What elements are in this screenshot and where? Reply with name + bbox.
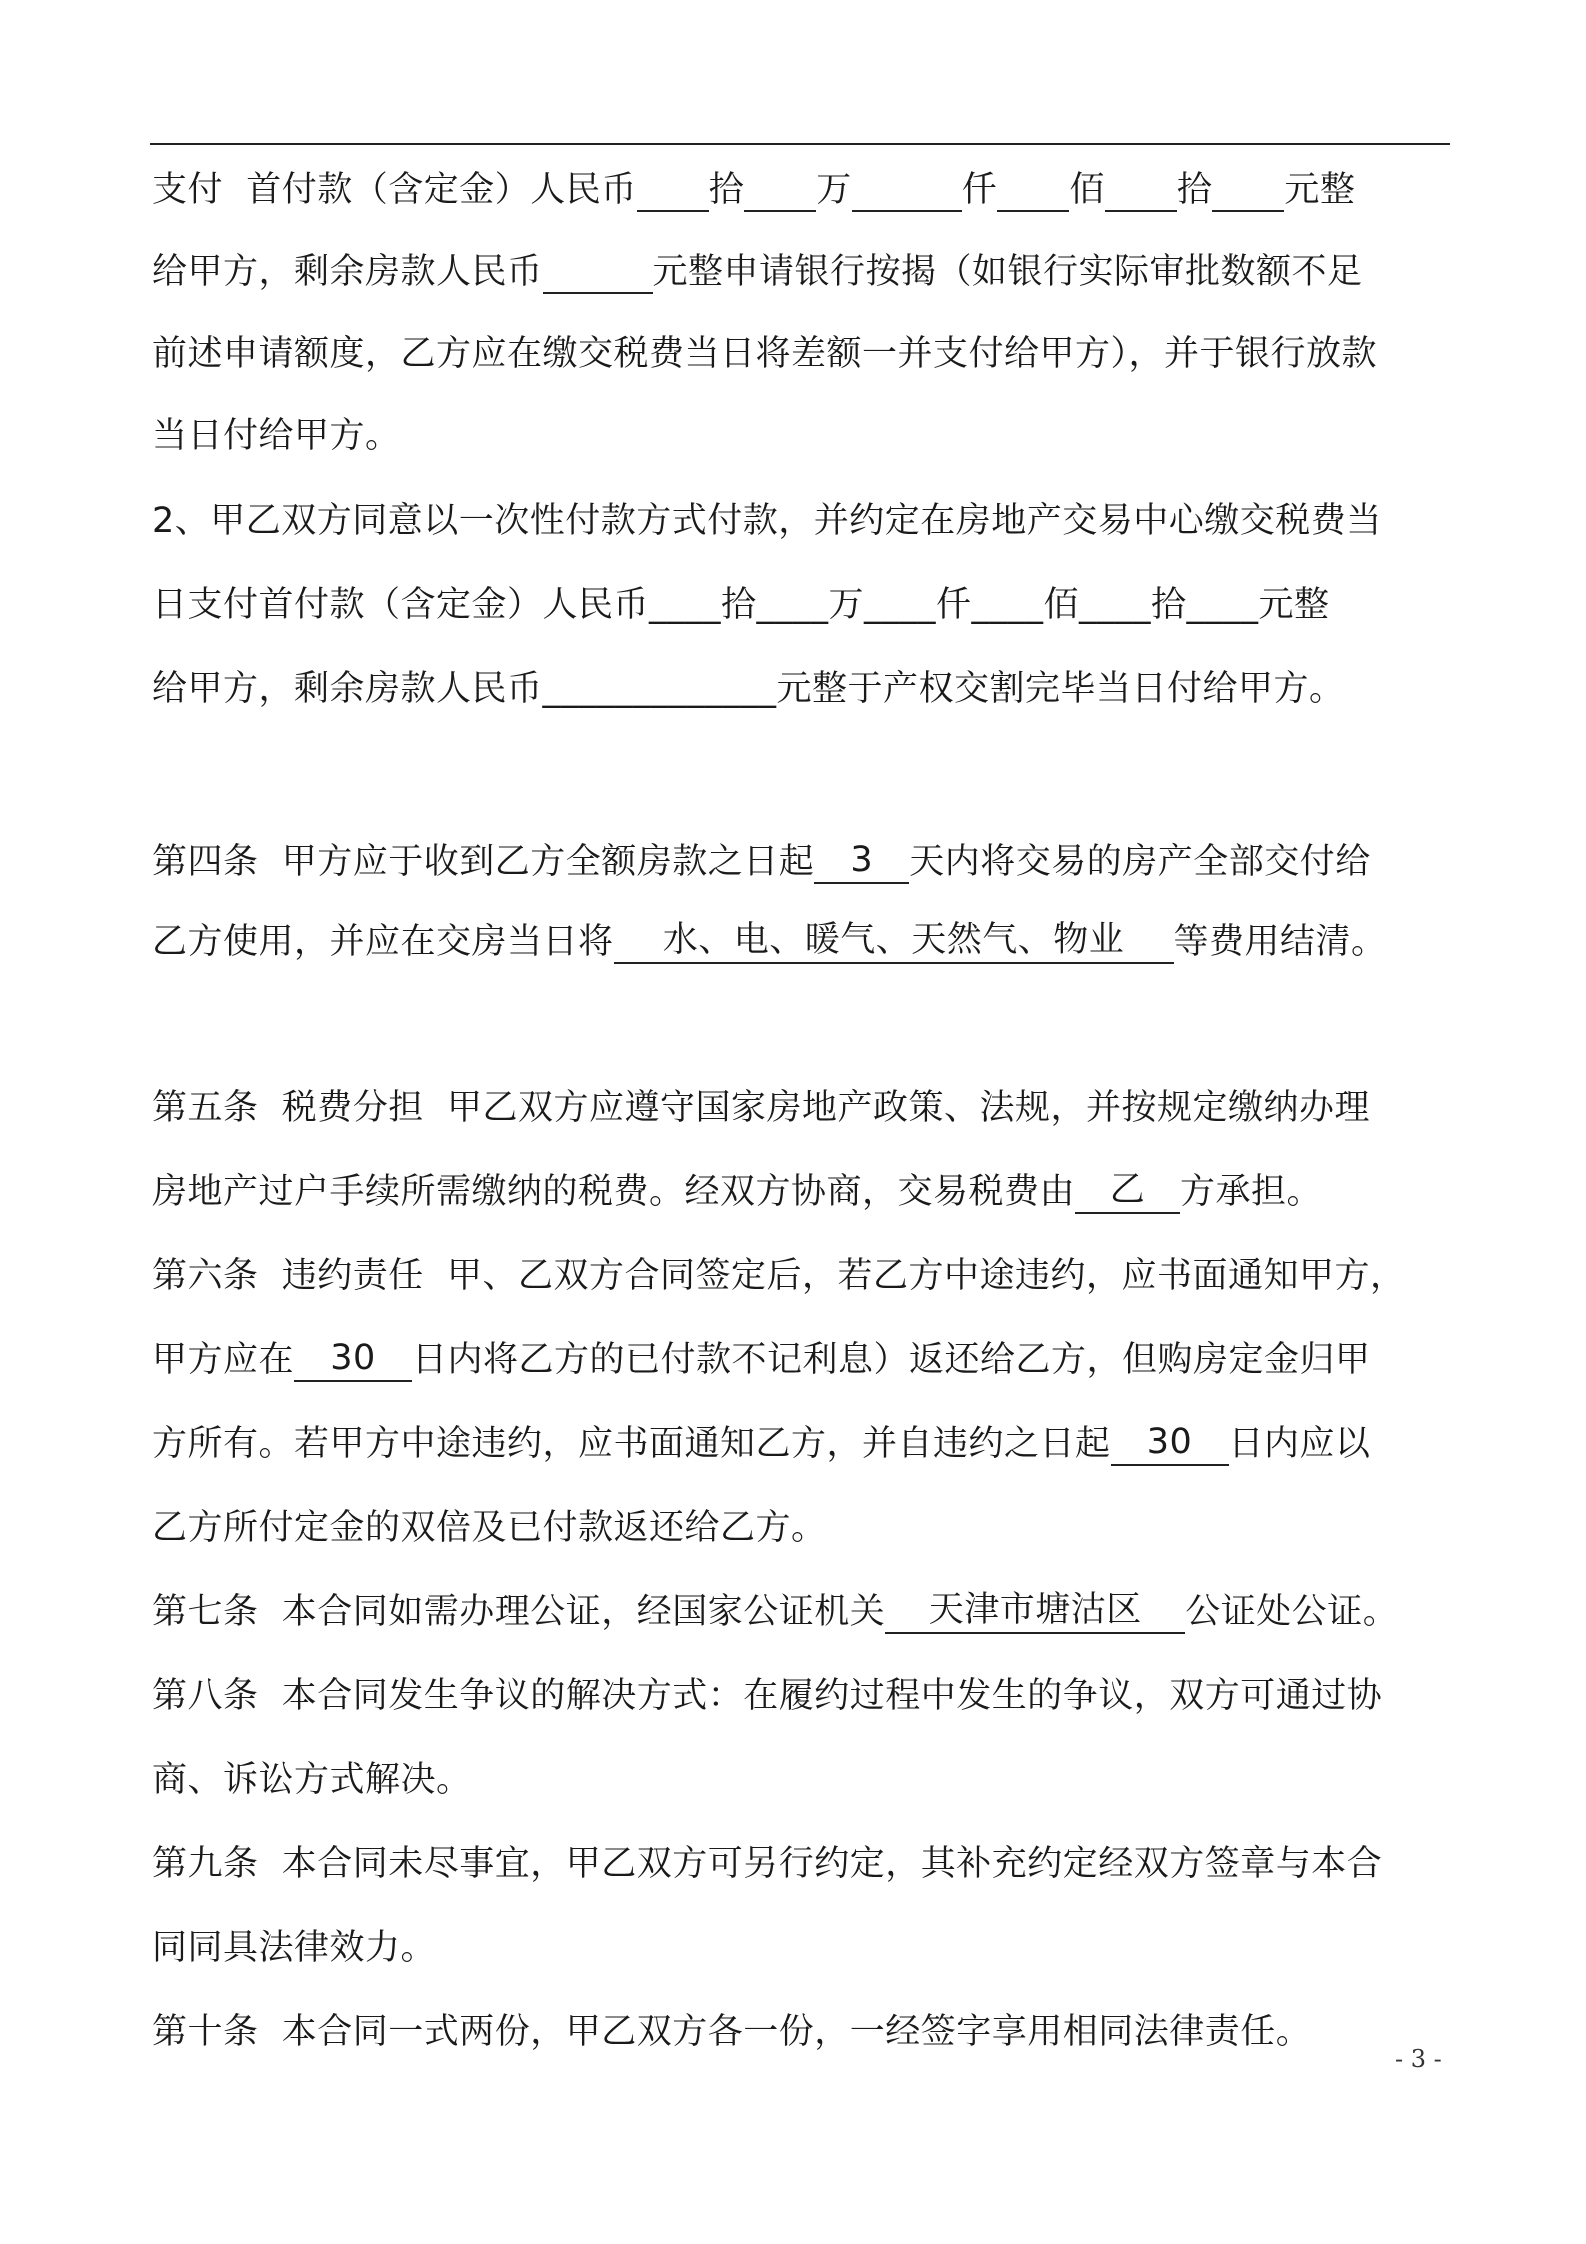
filled-blank-notary-location: 天津市塘沽区	[885, 1588, 1185, 1634]
line-text: 日内应以	[1228, 1424, 1371, 1464]
filled-blank-days: 30	[1111, 1420, 1229, 1466]
line-text: 给甲方，剩余房款人民币	[152, 252, 543, 292]
article-5-line-2	[152, 1168, 1452, 1216]
line-text: 乙方使用，并应在交房当日将	[152, 922, 614, 962]
line-text: 同同具法律效力。	[152, 1928, 437, 1968]
text-line-4	[152, 412, 1452, 460]
line-text: 房地产过户手续所需缴纳的税费。经双方协商，交易税费由	[152, 1172, 1076, 1212]
article-10-line	[152, 2008, 1452, 2056]
line-text: 日内将乙方的已付款不记利息）返还给乙方，但购房定金归甲	[412, 1340, 1371, 1380]
line-text: 前述申请额度，乙方应在缴交税费当日将差额一并支付给甲方），并于银行放款	[152, 334, 1378, 374]
article-5-line-1	[152, 1084, 1452, 1132]
filled-blank-days: 3	[814, 838, 909, 884]
line-text: 第七条 本合同如需办理公证，经国家公证机关	[152, 1592, 886, 1632]
filled-blank-party: 乙	[1075, 1168, 1180, 1214]
blank-field	[1105, 166, 1177, 212]
line-text: 当日付给甲方。	[152, 416, 401, 456]
blank-field	[997, 166, 1069, 212]
text-line-3	[152, 330, 1452, 378]
article-6-line-3	[152, 1420, 1452, 1468]
line-text: 等费用结清。	[1173, 922, 1387, 962]
article-6-line-4	[152, 1504, 1452, 1552]
article-4-line-1	[152, 838, 1452, 886]
line-text: 天内将交易的房产全部交付给	[909, 842, 1371, 882]
article-6-line-2	[152, 1336, 1452, 1384]
line-text: 第八条 本合同发生争议的解决方式：在履约过程中发生的争议，双方可通过协	[152, 1676, 1383, 1716]
line-text: 公证处公证。	[1185, 1592, 1399, 1632]
line-text: 甲方应在	[152, 1340, 295, 1380]
line-text: 第十条 本合同一式两份，甲乙双方各一份，一经签字享用相同法律责任。	[152, 2012, 1312, 2052]
unit-yuan: 元整	[1284, 170, 1356, 210]
line-text: 第六条 违约责任 甲、乙双方合同签定后，若乙方中途违约，应书面通知甲方，	[152, 1256, 1406, 1296]
line-text: 第五条 税费分担 甲乙双方应遵守国家房地产政策、法规，并按规定缴纳办理	[152, 1088, 1371, 1128]
line-text: 方承担。	[1180, 1172, 1323, 1212]
article-6-line-1	[152, 1252, 1452, 1300]
article-7-line	[152, 1588, 1452, 1636]
unit-wan: 万	[816, 170, 852, 210]
article-9-line-1	[152, 1840, 1452, 1888]
line-text: 日支付首付款（含定金）人民币____拾____万____仟____佰____拾____元整	[152, 585, 1330, 625]
blank-field	[1212, 166, 1284, 212]
page-number: - 3 -	[1395, 2045, 1442, 2073]
unit-shi: 拾	[1176, 170, 1213, 210]
filled-blank-utilities: 水、电、暖气、天然气、物业	[614, 918, 1174, 964]
blank-field	[852, 166, 962, 212]
header-divider	[150, 143, 1450, 145]
article-4-line-2	[152, 918, 1452, 966]
line-text: 第九条 本合同未尽事宜，甲乙双方可另行约定，其补充约定经双方签章与本合	[152, 1844, 1383, 1884]
text-line-2	[152, 248, 1452, 296]
article-9-line-2	[152, 1924, 1452, 1972]
line-text: 给甲方，剩余房款人民币_____________元整于产权交割完毕当日付给甲方。	[152, 669, 1345, 709]
line-text: 2、甲乙双方同意以一次性付款方式付款，并约定在房地产交易中心缴交税费当	[152, 501, 1382, 541]
blank-field	[744, 166, 816, 212]
line-text: 第四条 甲方应于收到乙方全额房款之日起	[152, 842, 815, 882]
filled-blank-days: 30	[294, 1336, 412, 1382]
text-line-1	[152, 166, 1452, 214]
line-text: 乙方所付定金的双倍及已付款返还给乙方。	[152, 1508, 827, 1548]
blank-field	[543, 248, 653, 294]
text-line-6	[152, 581, 1452, 629]
unit-bai: 佰	[1069, 170, 1105, 210]
unit-qian: 仟	[961, 170, 998, 210]
line-text: 方所有。若甲方中途违约，应书面通知乙方，并自违约之日起	[152, 1424, 1111, 1464]
text-line-5	[152, 497, 1452, 545]
line-text: 商、诉讼方式解决。	[152, 1760, 472, 1800]
line-text: 支付 首付款（含定金）人民币	[152, 170, 637, 210]
text-line-7	[152, 665, 1452, 713]
blank-field	[637, 166, 709, 212]
article-8-line-2	[152, 1756, 1452, 1804]
line-text: 元整申请银行按揭（如银行实际审批数额不足	[652, 252, 1363, 292]
unit-shi: 拾	[708, 170, 745, 210]
article-8-line-1	[152, 1672, 1452, 1720]
